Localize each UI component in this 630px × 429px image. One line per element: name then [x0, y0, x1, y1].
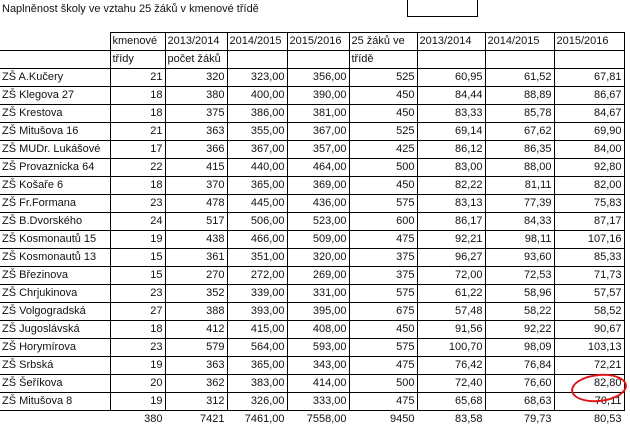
cell[interactable]: 593,00: [287, 339, 349, 357]
cell[interactable]: [0, 33, 110, 51]
cell[interactable]: ZŠ Březinova: [0, 267, 110, 285]
cell[interactable]: 575: [349, 195, 417, 213]
cell[interactable]: 331,00: [287, 285, 349, 303]
cell[interactable]: 83,13: [417, 195, 485, 213]
cell[interactable]: 2014/2015: [227, 33, 287, 51]
table-row: [0, 195, 624, 213]
cell[interactable]: 450: [349, 321, 417, 339]
cell[interactable]: 72,40: [417, 375, 485, 393]
cell[interactable]: ZŠ Mitušova 16: [0, 123, 110, 141]
cell[interactable]: 83,00: [417, 159, 485, 177]
table-row: [0, 249, 624, 267]
cell[interactable]: 2014/2015: [485, 33, 554, 51]
cell[interactable]: 58,22: [485, 303, 554, 321]
cell[interactable]: [0, 51, 110, 69]
cell[interactable]: 98,09: [485, 339, 554, 357]
cell[interactable]: 475: [349, 393, 417, 411]
table-row: [0, 141, 624, 159]
cell[interactable]: 2013/2014: [165, 33, 227, 51]
cell[interactable]: 82,80: [554, 375, 624, 393]
cell[interactable]: 363: [165, 123, 227, 141]
cell[interactable]: 57,57: [554, 285, 624, 303]
cell[interactable]: 69,14: [417, 123, 485, 141]
cell[interactable]: 71,73: [554, 267, 624, 285]
table-row: [0, 375, 624, 393]
cell[interactable]: počet žáků: [165, 51, 227, 69]
cell[interactable]: 19: [110, 393, 165, 411]
cell[interactable]: ZŠ Provaznicka 64: [0, 159, 110, 177]
cell[interactable]: [287, 51, 349, 69]
cell[interactable]: 80,53: [554, 411, 624, 429]
cell[interactable]: 84,33: [485, 213, 554, 231]
cell[interactable]: 57,48: [417, 303, 485, 321]
cell[interactable]: 525: [349, 123, 417, 141]
cell[interactable]: 92,22: [485, 321, 554, 339]
cell[interactable]: 92,21: [417, 231, 485, 249]
cell[interactable]: ZŠ Krestova: [0, 105, 110, 123]
cell[interactable]: 475: [349, 231, 417, 249]
cell[interactable]: 19: [110, 357, 165, 375]
table-row: [0, 267, 624, 285]
cell[interactable]: 15: [110, 267, 165, 285]
table-row: [0, 123, 624, 141]
cell[interactable]: 21: [110, 123, 165, 141]
cell[interactable]: ZŠ Srbská: [0, 357, 110, 375]
cell[interactable]: 412: [165, 321, 227, 339]
cell[interactable]: ZŠ Chrjukinova: [0, 285, 110, 303]
table-row: [0, 393, 624, 411]
cell[interactable]: 375: [165, 105, 227, 123]
cell[interactable]: třídy: [110, 51, 165, 69]
cell[interactable]: ZŠ Šeříkova: [0, 375, 110, 393]
cell[interactable]: 58,96: [485, 285, 554, 303]
cell[interactable]: 86,35: [485, 141, 554, 159]
cell[interactable]: 23: [110, 195, 165, 213]
cell[interactable]: 312: [165, 393, 227, 411]
cell[interactable]: 436,00: [287, 195, 349, 213]
cell[interactable]: 22: [110, 159, 165, 177]
cell[interactable]: [227, 51, 287, 69]
cell[interactable]: ZŠ MUDr. Lukášové: [0, 141, 110, 159]
cell[interactable]: [0, 411, 110, 429]
cell[interactable]: 21: [110, 69, 165, 87]
cell[interactable]: 386,00: [227, 105, 287, 123]
cell[interactable]: 82,22: [417, 177, 485, 195]
cell[interactable]: 450: [349, 177, 417, 195]
cell[interactable]: 72,00: [417, 267, 485, 285]
cell[interactable]: 76,84: [485, 357, 554, 375]
cell[interactable]: 23: [110, 285, 165, 303]
cell[interactable]: 69,90: [554, 123, 624, 141]
cell[interactable]: 58,52: [554, 303, 624, 321]
cell[interactable]: třídě: [349, 51, 417, 69]
cell[interactable]: 96,27: [417, 249, 485, 267]
cell[interactable]: 675: [349, 303, 417, 321]
cell[interactable]: 500: [349, 375, 417, 393]
cell[interactable]: [417, 51, 485, 69]
cell[interactable]: 475: [349, 357, 417, 375]
cell[interactable]: kmenové: [110, 33, 165, 51]
cell[interactable]: 466,00: [227, 231, 287, 249]
cell[interactable]: ZŠ Kosmonautů 15: [0, 231, 110, 249]
cell[interactable]: 67,81: [554, 69, 624, 87]
cell[interactable]: 575: [349, 339, 417, 357]
cell[interactable]: 65,68: [417, 393, 485, 411]
cell[interactable]: 85,33: [554, 249, 624, 267]
cell[interactable]: 393,00: [227, 303, 287, 321]
cell[interactable]: 27: [110, 303, 165, 321]
cell[interactable]: 7421: [165, 411, 227, 429]
cell[interactable]: 478: [165, 195, 227, 213]
cell[interactable]: 395,00: [287, 303, 349, 321]
cell[interactable]: 363: [165, 357, 227, 375]
cell[interactable]: 82,00: [554, 177, 624, 195]
cell[interactable]: 523,00: [287, 213, 349, 231]
cell[interactable]: 525: [349, 69, 417, 87]
cell[interactable]: 86,67: [554, 87, 624, 105]
cell[interactable]: 506,00: [227, 213, 287, 231]
cell[interactable]: 91,56: [417, 321, 485, 339]
cell[interactable]: 440,00: [227, 159, 287, 177]
cell[interactable]: 19: [110, 231, 165, 249]
cell[interactable]: 343,00: [287, 357, 349, 375]
cell[interactable]: 575: [349, 285, 417, 303]
cell[interactable]: 7461,00: [227, 411, 287, 429]
cell[interactable]: 450: [349, 105, 417, 123]
cell[interactable]: 76,42: [417, 357, 485, 375]
cell[interactable]: 100,70: [417, 339, 485, 357]
cell[interactable]: 320,00: [287, 249, 349, 267]
table-row: [0, 213, 624, 231]
cell[interactable]: 320: [165, 69, 227, 87]
cell[interactable]: 23: [110, 339, 165, 357]
cell[interactable]: 84,44: [417, 87, 485, 105]
cell[interactable]: 17: [110, 141, 165, 159]
cell[interactable]: 20: [110, 375, 165, 393]
cell[interactable]: 375: [349, 267, 417, 285]
cell[interactable]: 103,13: [554, 339, 624, 357]
cell[interactable]: ZŠ Jugoslávská: [0, 321, 110, 339]
cell[interactable]: 357,00: [287, 141, 349, 159]
table-row: [0, 357, 624, 375]
cell[interactable]: 18: [110, 87, 165, 105]
cell[interactable]: 86,12: [417, 141, 485, 159]
cell[interactable]: 517: [165, 213, 227, 231]
cell[interactable]: 98,11: [485, 231, 554, 249]
cell[interactable]: 84,00: [554, 141, 624, 159]
cell[interactable]: 415,00: [227, 321, 287, 339]
cell[interactable]: 92,80: [554, 159, 624, 177]
cell[interactable]: 72,21: [554, 357, 624, 375]
cell[interactable]: 2015/2016: [287, 33, 349, 51]
selected-cell-box[interactable]: [407, 0, 478, 17]
cell[interactable]: 9450: [349, 411, 417, 429]
cell[interactable]: 388: [165, 303, 227, 321]
cell[interactable]: 366: [165, 141, 227, 159]
cell[interactable]: [485, 51, 554, 69]
cell[interactable]: 18: [110, 105, 165, 123]
cell[interactable]: 438: [165, 231, 227, 249]
table-row: [0, 69, 624, 87]
cell[interactable]: [554, 51, 624, 69]
cell[interactable]: 60,95: [417, 69, 485, 87]
data-table: [0, 32, 625, 429]
cell[interactable]: 85,78: [485, 105, 554, 123]
totals-row: [0, 411, 624, 429]
cell[interactable]: 408,00: [287, 321, 349, 339]
cell[interactable]: ZŠ Klegova 27: [0, 87, 110, 105]
cell[interactable]: 414,00: [287, 375, 349, 393]
cell[interactable]: 79,73: [485, 411, 554, 429]
cell[interactable]: 355,00: [227, 123, 287, 141]
cell[interactable]: 76,60: [485, 375, 554, 393]
cell[interactable]: 579: [165, 339, 227, 357]
cell[interactable]: 365,00: [227, 357, 287, 375]
cell[interactable]: 83,58: [417, 411, 485, 429]
cell[interactable]: 25 žáků ve: [349, 33, 417, 51]
cell[interactable]: 83,33: [417, 105, 485, 123]
cell[interactable]: 70,11: [554, 393, 624, 411]
table-row: [0, 339, 624, 357]
cell[interactable]: 61,52: [485, 69, 554, 87]
cell[interactable]: 87,17: [554, 213, 624, 231]
cell[interactable]: 18: [110, 177, 165, 195]
cell[interactable]: 352: [165, 285, 227, 303]
cell[interactable]: 7558,00: [287, 411, 349, 429]
header-row: [0, 51, 624, 69]
cell[interactable]: 362: [165, 375, 227, 393]
cell[interactable]: 68,63: [485, 393, 554, 411]
cell[interactable]: 15: [110, 249, 165, 267]
cell[interactable]: 2015/2016: [554, 33, 624, 51]
cell[interactable]: ZŠ Horymírova: [0, 339, 110, 357]
cell[interactable]: ZŠ B.Dvorského: [0, 213, 110, 231]
header-row: [0, 33, 624, 51]
cell[interactable]: ZŠ A.Kučery: [0, 69, 110, 87]
cell[interactable]: 415: [165, 159, 227, 177]
cell[interactable]: 356,00: [287, 69, 349, 87]
table-row: [0, 303, 624, 321]
cell[interactable]: 269,00: [287, 267, 349, 285]
cell[interactable]: 67,62: [485, 123, 554, 141]
cell[interactable]: 425: [349, 141, 417, 159]
table-row: [0, 285, 624, 303]
cell[interactable]: 81,11: [485, 177, 554, 195]
table-row: [0, 105, 624, 123]
cell[interactable]: 445,00: [227, 195, 287, 213]
cell[interactable]: 361: [165, 249, 227, 267]
cell[interactable]: 86,17: [417, 213, 485, 231]
cell[interactable]: 18: [110, 321, 165, 339]
cell[interactable]: 90,67: [554, 321, 624, 339]
cell[interactable]: 75,83: [554, 195, 624, 213]
sheet-title[interactable]: Naplněnost školy ve vztahu 25 žáků v kmenové třídě: [2, 3, 259, 15]
cell[interactable]: 367,00: [227, 141, 287, 159]
cell[interactable]: 369,00: [287, 177, 349, 195]
table-row: [0, 177, 624, 195]
cell[interactable]: ZŠ Kosmonautů 13: [0, 249, 110, 267]
cell[interactable]: 365,00: [227, 177, 287, 195]
table-row: [0, 87, 624, 105]
cell[interactable]: 390,00: [287, 87, 349, 105]
cell[interactable]: 351,00: [227, 249, 287, 267]
cell[interactable]: 84,67: [554, 105, 624, 123]
cell[interactable]: 272,00: [227, 267, 287, 285]
cell[interactable]: 450: [349, 87, 417, 105]
cell[interactable]: 24: [110, 213, 165, 231]
cell[interactable]: 464,00: [287, 159, 349, 177]
cell[interactable]: 564,00: [227, 339, 287, 357]
table-row: [0, 159, 624, 177]
cell[interactable]: 400,00: [227, 87, 287, 105]
cell[interactable]: 381,00: [287, 105, 349, 123]
cell[interactable]: ZŠ Volgogradská: [0, 303, 110, 321]
cell[interactable]: 2013/2014: [417, 33, 485, 51]
cell[interactable]: 375: [349, 249, 417, 267]
cell[interactable]: 107,16: [554, 231, 624, 249]
cell[interactable]: 380: [165, 87, 227, 105]
cell[interactable]: 383,00: [227, 375, 287, 393]
cell[interactable]: 380: [110, 411, 165, 429]
table-row: [0, 231, 624, 249]
cell[interactable]: 77,39: [485, 195, 554, 213]
cell[interactable]: 72,53: [485, 267, 554, 285]
cell[interactable]: 333,00: [287, 393, 349, 411]
cell[interactable]: 61,22: [417, 285, 485, 303]
cell[interactable]: 370: [165, 177, 227, 195]
cell[interactable]: 88,89: [485, 87, 554, 105]
cell[interactable]: ZŠ Mitušova 8: [0, 393, 110, 411]
cell[interactable]: 339,00: [227, 285, 287, 303]
cell[interactable]: ZŠ Košaře 6: [0, 177, 110, 195]
cell[interactable]: 326,00: [227, 393, 287, 411]
cell[interactable]: 93,60: [485, 249, 554, 267]
cell[interactable]: 509,00: [287, 231, 349, 249]
cell[interactable]: 270: [165, 267, 227, 285]
cell[interactable]: 367,00: [287, 123, 349, 141]
cell[interactable]: 88,00: [485, 159, 554, 177]
cell[interactable]: 323,00: [227, 69, 287, 87]
cell[interactable]: 600: [349, 213, 417, 231]
cell[interactable]: 500: [349, 159, 417, 177]
table-row: [0, 321, 624, 339]
cell[interactable]: ZŠ Fr.Formana: [0, 195, 110, 213]
